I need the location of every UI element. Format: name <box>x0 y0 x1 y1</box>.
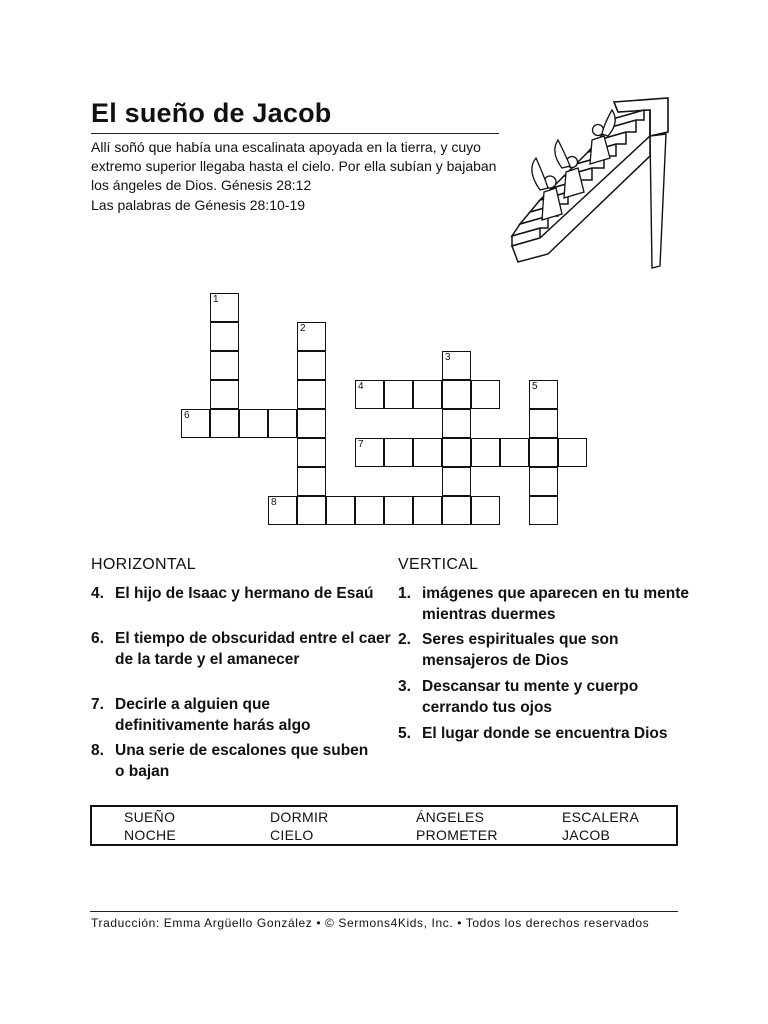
crossword-cell[interactable] <box>326 496 355 525</box>
crossword-cell[interactable] <box>413 496 442 525</box>
crossword-cell[interactable] <box>210 322 239 351</box>
crossword-cell[interactable] <box>384 438 413 467</box>
crossword-cell[interactable] <box>558 438 587 467</box>
crossword-cell[interactable] <box>413 438 442 467</box>
word-bank-item: DORMIR <box>270 809 329 825</box>
crossword-number: 4 <box>358 381 364 392</box>
crossword-number: 3 <box>445 352 451 363</box>
crossword-cell[interactable] <box>529 438 558 467</box>
crossword-cell[interactable] <box>297 380 326 409</box>
word-bank-item: SUEÑO <box>124 809 176 825</box>
crossword-cell[interactable] <box>442 467 471 496</box>
angels-on-staircase-illustration <box>500 96 672 280</box>
vertical-clue-5: 5. El lugar donde se encuentra Dios <box>398 725 668 742</box>
horizontal-heading: HORIZONTAL <box>91 556 196 573</box>
word-bank <box>90 805 678 846</box>
crossword-number: 8 <box>271 497 277 508</box>
crossword-cell[interactable] <box>442 496 471 525</box>
crossword-cell[interactable] <box>529 409 558 438</box>
word-bank-item: ÁNGELES <box>416 809 485 825</box>
crossword-cell[interactable] <box>355 380 384 409</box>
crossword-cell[interactable] <box>297 467 326 496</box>
crossword-cell[interactable] <box>355 438 384 467</box>
horizontal-clue-7: 7. Decirle a alguien que definitivamente harás algo <box>91 696 311 734</box>
crossword-cell[interactable] <box>529 467 558 496</box>
word-bank-item: PROMETER <box>416 827 498 843</box>
crossword-number: 5 <box>532 381 538 392</box>
crossword-cell[interactable] <box>442 351 471 380</box>
vertical-clue-2: 2. Seres espirituales que son mensajeros de Dios <box>398 631 619 669</box>
crossword-cell[interactable] <box>210 293 239 322</box>
horizontal-clue-8: 8. Una serie de escalones que suben o bajan <box>91 742 369 780</box>
word-bank-item: CIELO <box>270 827 314 843</box>
crossword-number: 6 <box>184 410 190 421</box>
crossword-cell[interactable] <box>297 496 326 525</box>
crossword-cell[interactable] <box>210 351 239 380</box>
crossword-cell[interactable] <box>297 409 326 438</box>
crossword-cell[interactable] <box>297 351 326 380</box>
vertical-clue-1: 1. imágenes que aparecen en tu mente mientras duermes <box>398 585 690 623</box>
crossword-cell[interactable] <box>268 496 297 525</box>
crossword-cell[interactable] <box>442 409 471 438</box>
vertical-clue-3: 3. Descansar tu mente y cuerpo cerrando tus ojos <box>398 678 639 716</box>
crossword-cell[interactable] <box>500 438 529 467</box>
crossword-cell[interactable] <box>268 409 297 438</box>
crossword-cell[interactable] <box>239 409 268 438</box>
title-divider <box>91 133 499 134</box>
crossword-cell[interactable] <box>413 380 442 409</box>
crossword-cell[interactable] <box>529 496 558 525</box>
word-bank-item: JACOB <box>562 827 611 843</box>
crossword-number: 7 <box>358 439 364 450</box>
crossword-cell[interactable] <box>384 380 413 409</box>
crossword-cell[interactable] <box>210 409 239 438</box>
crossword-cell[interactable] <box>442 438 471 467</box>
crossword-cell[interactable] <box>384 496 413 525</box>
crossword-cell[interactable] <box>471 438 500 467</box>
crossword-number: 2 <box>300 323 306 334</box>
vertical-heading: VERTICAL <box>398 556 479 573</box>
crossword-cell[interactable] <box>529 380 558 409</box>
footer-divider <box>90 911 678 912</box>
word-bank-item: NOCHE <box>124 827 177 843</box>
crossword-cell[interactable] <box>297 322 326 351</box>
word-bank-item: ESCALERA <box>562 809 640 825</box>
footer-credits: Traducción: Emma Argüello González • © Sermons4Kids, Inc. • Todos los derechos reservados <box>91 916 650 930</box>
crossword-cell[interactable] <box>181 409 210 438</box>
crossword-cell[interactable] <box>471 380 500 409</box>
bible-verse: Allí soñó que había una escalinata apoyada en la tierra, y cuyo extremo superior llegaba hasta el cielo. Por ella subían y bajaban los ángeles de Dios. Génesis 28:12 <box>91 139 497 193</box>
page-title: El sueño de Jacob <box>91 98 332 128</box>
crossword-cell[interactable] <box>442 380 471 409</box>
horizontal-clue-6: 6. El tiempo de obscuridad entre el caer de la tarde y el amanecer <box>91 630 391 668</box>
crossword-cell[interactable] <box>355 496 384 525</box>
crossword-number: 1 <box>213 294 219 305</box>
scripture-reference: Las palabras de Génesis 28:10-19 <box>91 197 306 213</box>
horizontal-clue-4: 4. El hijo de Isaac y hermano de Esaú <box>91 585 374 602</box>
crossword-cell[interactable] <box>210 380 239 409</box>
crossword-cell[interactable] <box>471 496 500 525</box>
crossword-cell[interactable] <box>297 438 326 467</box>
